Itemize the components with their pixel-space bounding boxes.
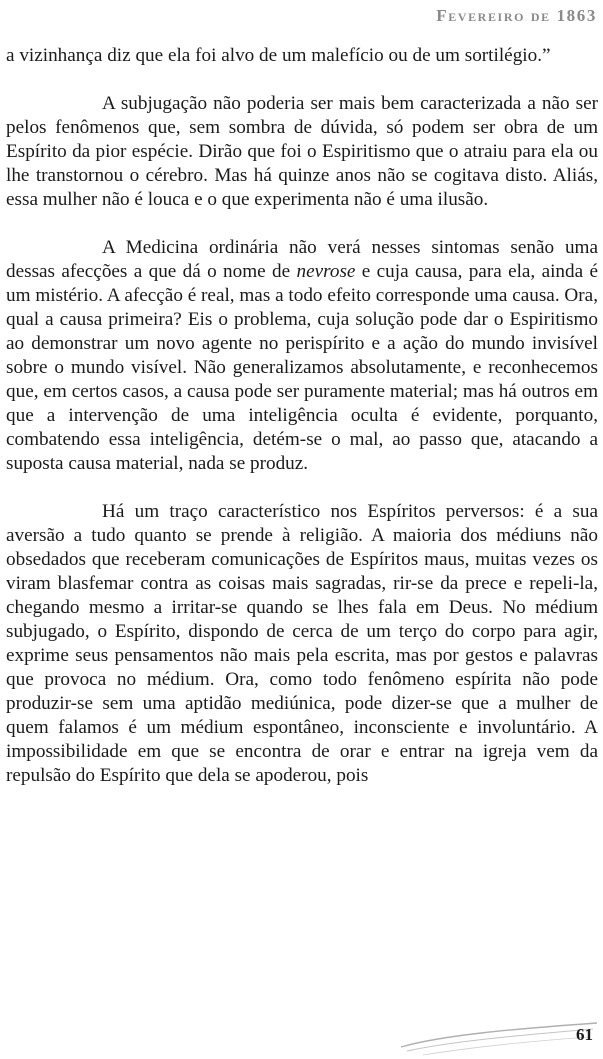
- paragraph-3-part-1: A Medicina ordinária não verá nesses sintomas senão uma dessas afecções a que dá o nome de: [6, 237, 598, 282]
- paragraph-3: [6, 236, 598, 476]
- paragraph-3-part-2: e cuja causa, para ela, ainda é um mistério. A afecção é real, mas a todo efeito corresponde uma causa. Ora, qual a causa primeira? Eis o problema, cuja solução pode dar o Espiritismo ao demonstrar um novo agente no perispírito e a ação do mundo invisível sobre o mundo visível. Não generalizamos absolutamente, e reconhecemos que, em certos casos, a causa pode ser puramente material; mas há outros em que a intervenção de uma inteligência oculta é evidente, porquanto, combatendo essa inteligência, detém-se o mal, ao passo que, atacando a suposta causa material, nada se produz.: [6, 261, 598, 474]
- paragraph-1: a vizinhança diz que ela foi alvo de um malefício ou de um sortilégio.”: [6, 45, 551, 66]
- paragraph-4: Há um traço característico nos Espíritos perversos: é a sua aversão a tudo quanto se prende à religião. A maioria dos médiuns não obsedados que receberam comunicações de Espíritos maus, muitas vezes os viram blasfemar contra as coisas mais sagradas, rir-se da prece e repeli-la, chegando mesmo a irritar-se quando se lhes fala em Deus. No médium subjugado, o Espírito, dispondo de cerca de um terço do corpo para agir, exprime seus pensamentos não mais pela escrita, mas por gestos e palavras que provoca no médium. Ora, como todo fenômeno espírita não pode produzir-se sem uma aptidão mediúnica, pode dizer-se que a mulher de quem falamos é um médium espontâneo, inconsciente e involuntário. A impossibilidade em que se encontra de orar e entrar na igreja vem da repulsão do Espírito que dela se apoderou, pois: [6, 501, 598, 786]
- swoosh-ornament-icon: [393, 999, 603, 1059]
- paragraph-2: A subjugação não poderia ser mais bem caracterizada a não ser pelos fenômenos que, sem sombra de dúvida, só podem ser obra de um Espírito da pior espécie. Dirão que foi o Espiritismo que o atraiu para ela ou lhe transtornou o cérebro. Mas há quinze anos não se cogitava disto. Aliás, essa mulher não é louca e o que experimenta não é uma ilusão.: [6, 93, 598, 210]
- italic-term: nevrose: [296, 261, 356, 282]
- page-number: 61: [576, 1025, 593, 1044]
- page-text: [6, 44, 598, 788]
- running-header: Fevereiro de 1863: [436, 6, 597, 25]
